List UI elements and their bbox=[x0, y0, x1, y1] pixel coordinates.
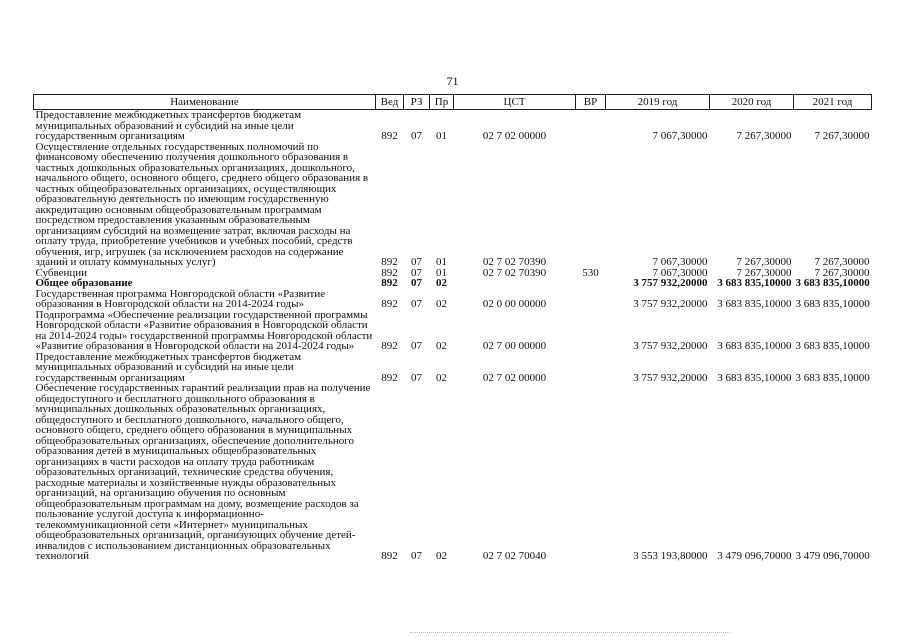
row-2019: 3 757 932,20000 bbox=[633, 298, 708, 310]
table-row bbox=[34, 278, 872, 289]
row-2019: 7 067,30000 bbox=[652, 130, 708, 142]
table-row bbox=[34, 110, 872, 142]
row-pr: 02 bbox=[436, 298, 447, 310]
table-row bbox=[34, 310, 872, 352]
row-pr: 02 bbox=[436, 550, 447, 562]
row-name: Субвенции bbox=[35, 266, 88, 279]
header-vr: ВР bbox=[576, 95, 606, 110]
row-vr bbox=[576, 110, 606, 142]
row-2019: 7 067,30000 bbox=[652, 266, 708, 279]
row-2020: 3 479 096,70000 bbox=[717, 550, 792, 562]
row-2021: 3 683 835,10000 bbox=[795, 371, 870, 384]
header-rz: РЗ bbox=[404, 95, 430, 110]
row-pr: 02 bbox=[436, 340, 447, 352]
row-2020: 3 683 835,10000 bbox=[717, 298, 792, 310]
row-pr: 01 bbox=[436, 256, 447, 268]
row-vr bbox=[576, 352, 606, 384]
row-pr: 02 bbox=[436, 371, 447, 384]
row-ved: 892 bbox=[381, 277, 398, 289]
row-2020: 3 683 835,10000 bbox=[717, 340, 792, 352]
row-vr: 530 bbox=[582, 266, 599, 279]
row-rz: 07 bbox=[411, 340, 422, 352]
row-2020: 3 683 835,10000 bbox=[717, 277, 792, 289]
row-name: Обеспечение государственных гарантий реализации прав на получение общедоступного и бесплатного дошкольного образования в муниципальных дошкольных образовательных организациях, общедоступного и бесплатного дошкольного, начального общего, основного общего, среднего общего образования в муниципальных общеобразовательных организациях, обеспечение дополнительного образования детей в муниципальных общеобразовательных организациях в части расходов на оплату труда работникам образовательных организаций, технические средства обучения, расходные материалы и хозяйственные нужды образовательных организаций, на организацию обучения по основным общеобразовательным программам на дому, возмещение расходов за пользование услугой доступа к информационно-телекоммуникационной сети «Интернет» муниципальных общеобразовательных организаций, организующих обучение детей-инвалидов с использованием дистанционных образовательных технологий bbox=[35, 382, 371, 562]
header-2019: 2019 год bbox=[606, 95, 710, 110]
row-vr bbox=[576, 289, 606, 310]
page-number: 71 bbox=[446, 74, 459, 88]
table-row bbox=[34, 352, 872, 384]
row-name: Государственная программа Новгородской области «Развитие образования в Новгородской области на 2014-2024 годы» bbox=[35, 287, 326, 310]
row-2021: 7 267,30000 bbox=[814, 130, 870, 142]
row-vr bbox=[576, 278, 606, 289]
row-vr bbox=[576, 142, 606, 268]
table-row bbox=[34, 142, 872, 268]
row-2021: 7 267,30000 bbox=[814, 256, 870, 268]
header-name: Наименование bbox=[34, 95, 376, 110]
row-2021: 3 479 096,70000 bbox=[795, 550, 870, 562]
row-name: Общее образование bbox=[35, 277, 133, 289]
row-name: Предоставление межбюджетных трансфертов бюджетам муниципальных образований и субсидий на иные цели государственным организациям bbox=[35, 350, 302, 384]
scan-artifact-dots bbox=[410, 632, 730, 634]
row-pr: 01 bbox=[436, 130, 447, 142]
header-2021: 2021 год bbox=[794, 95, 872, 110]
row-name: Осуществление отдельных государственных полномочий по финансовому обеспечению получения дошкольного образования в частных дошкольных образовательных организациях, дошкольного, начального общего, основного общего, среднего общего образования в частных общеобразовательных организациях, осуществляющих образовательную деятельность по имеющим государственную аккредитацию основным общеобразовательным программам посредством предоставления указанным образовательным организациям субсидий на возмещение затрат, включая расходы на оплату труда, приобретение учебников и учебных пособий, средств обучения, игр, игрушек (за исключением расходов на содержание зданий и оплату коммунальных услуг) bbox=[35, 140, 369, 268]
row-cst: 02 7 02 70390 bbox=[482, 266, 547, 279]
row-pr: 02 bbox=[436, 277, 447, 289]
table-row bbox=[34, 289, 872, 310]
row-rz: 07 bbox=[411, 266, 422, 279]
table-header-row bbox=[34, 95, 872, 110]
header-ved: Вед bbox=[376, 95, 404, 110]
row-2019: 7 067,30000 bbox=[652, 256, 708, 268]
row-vr bbox=[576, 383, 606, 562]
row-cst: 02 0 00 00000 bbox=[482, 298, 547, 310]
row-cst bbox=[454, 278, 576, 289]
row-ved: 892 bbox=[381, 550, 398, 562]
row-cst: 02 7 02 70390 bbox=[482, 256, 547, 268]
row-ved: 892 bbox=[381, 130, 398, 142]
row-cst: 02 7 02 00000 bbox=[482, 371, 547, 384]
header-cst: ЦСТ bbox=[454, 95, 576, 110]
row-ved: 892 bbox=[381, 340, 398, 352]
row-2021: 3 683 835,10000 bbox=[795, 298, 870, 310]
budget-table bbox=[33, 94, 872, 562]
row-2020: 7 267,30000 bbox=[736, 266, 792, 279]
row-cst: 02 7 00 00000 bbox=[482, 340, 547, 352]
row-2019: 3 757 932,20000 bbox=[633, 340, 708, 352]
row-ved: 892 bbox=[381, 256, 398, 268]
row-pr: 01 bbox=[436, 266, 447, 279]
header-2020: 2020 год bbox=[710, 95, 794, 110]
row-ved: 892 bbox=[381, 298, 398, 310]
row-rz: 07 bbox=[411, 277, 422, 289]
row-name: Предоставление межбюджетных трансфертов бюджетам муниципальных образований и субсидий на иные цели государственным организациям bbox=[35, 109, 302, 142]
row-2019: 3 757 932,20000 bbox=[633, 371, 708, 384]
row-cst: 02 7 02 00000 bbox=[482, 130, 547, 142]
row-rz: 07 bbox=[411, 371, 422, 384]
row-2020: 7 267,30000 bbox=[736, 256, 792, 268]
header-pr: Пр bbox=[430, 95, 454, 110]
row-2021: 3 683 835,10000 bbox=[795, 340, 870, 352]
row-name: Подпрограмма «Обеспечение реализации государственной программы Новгородской области «Развитие образования в Новгородской области на 2014-2024 годы» государственной программы Новгородской области «Развитие образования в Новгородской области на 2014-2024 годы» bbox=[35, 308, 373, 352]
row-2019: 3 757 932,20000 bbox=[633, 277, 708, 289]
row-2019: 3 553 193,80000 bbox=[633, 550, 708, 562]
row-rz: 07 bbox=[411, 130, 422, 142]
row-2020: 7 267,30000 bbox=[736, 130, 792, 142]
row-cst: 02 7 02 70040 bbox=[482, 550, 547, 562]
row-ved: 892 bbox=[381, 371, 398, 384]
row-rz: 07 bbox=[411, 550, 422, 562]
row-2021: 7 267,30000 bbox=[814, 266, 870, 279]
row-rz: 07 bbox=[411, 298, 422, 310]
row-2021: 3 683 835,10000 bbox=[795, 277, 870, 289]
row-rz: 07 bbox=[411, 256, 422, 268]
table-row bbox=[34, 383, 872, 562]
row-ved: 892 bbox=[381, 266, 398, 279]
row-vr bbox=[576, 310, 606, 352]
row-2020: 3 683 835,10000 bbox=[717, 371, 792, 384]
